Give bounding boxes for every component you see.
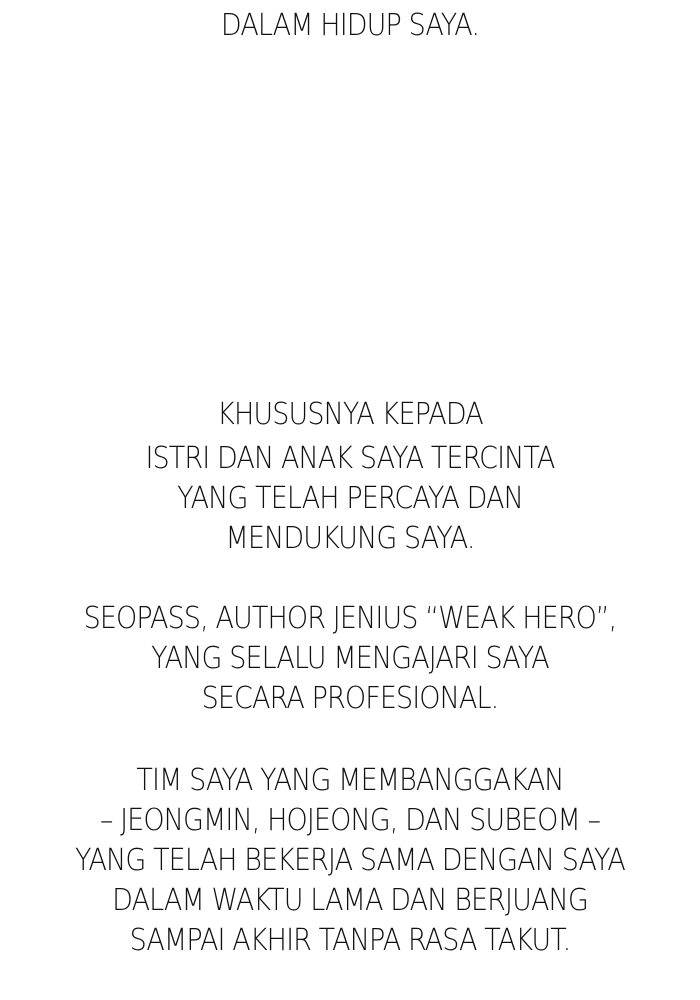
paragraph-1-line-3: YANG TELAH PERCAYA DAN: [177, 481, 523, 516]
paragraph-2-line-1: SEOPASS, AUTHOR JENIUS “WEAK HERO”,: [83, 601, 617, 636]
paragraph-2-line-3: SECARA PROFESIONAL.: [201, 681, 499, 716]
paragraph-3-line-5: SAMPAI AKHIR TANPA RASA TAKUT.: [129, 923, 571, 958]
paragraph-1-line-1: KHUSUSNYA KEPADA: [217, 397, 483, 432]
top-text-line: DALAM HIDUP SAYA.: [220, 8, 480, 43]
paragraph-1-line-2: ISTRI DAN ANAK SAYA TERCINTA: [145, 441, 555, 476]
paragraph-3-line-2: – JEONGMIN, HOJEONG, DAN SUBEOM –: [99, 803, 601, 838]
paragraph-1-line-4: MENDUKUNG SAYA.: [225, 521, 475, 556]
paragraph-3-line-4: DALAM WAKTU LAMA DAN BERJUANG: [112, 883, 588, 918]
paragraph-2-line-2: YANG SELALU MENGAJARI SAYA: [151, 641, 549, 676]
paragraph-3-line-1: TIM SAYA YANG MEMBANGGAKAN: [136, 763, 564, 798]
paragraph-3-line-3: YANG TELAH BEKERJA SAMA DENGAN SAYA: [74, 843, 626, 878]
